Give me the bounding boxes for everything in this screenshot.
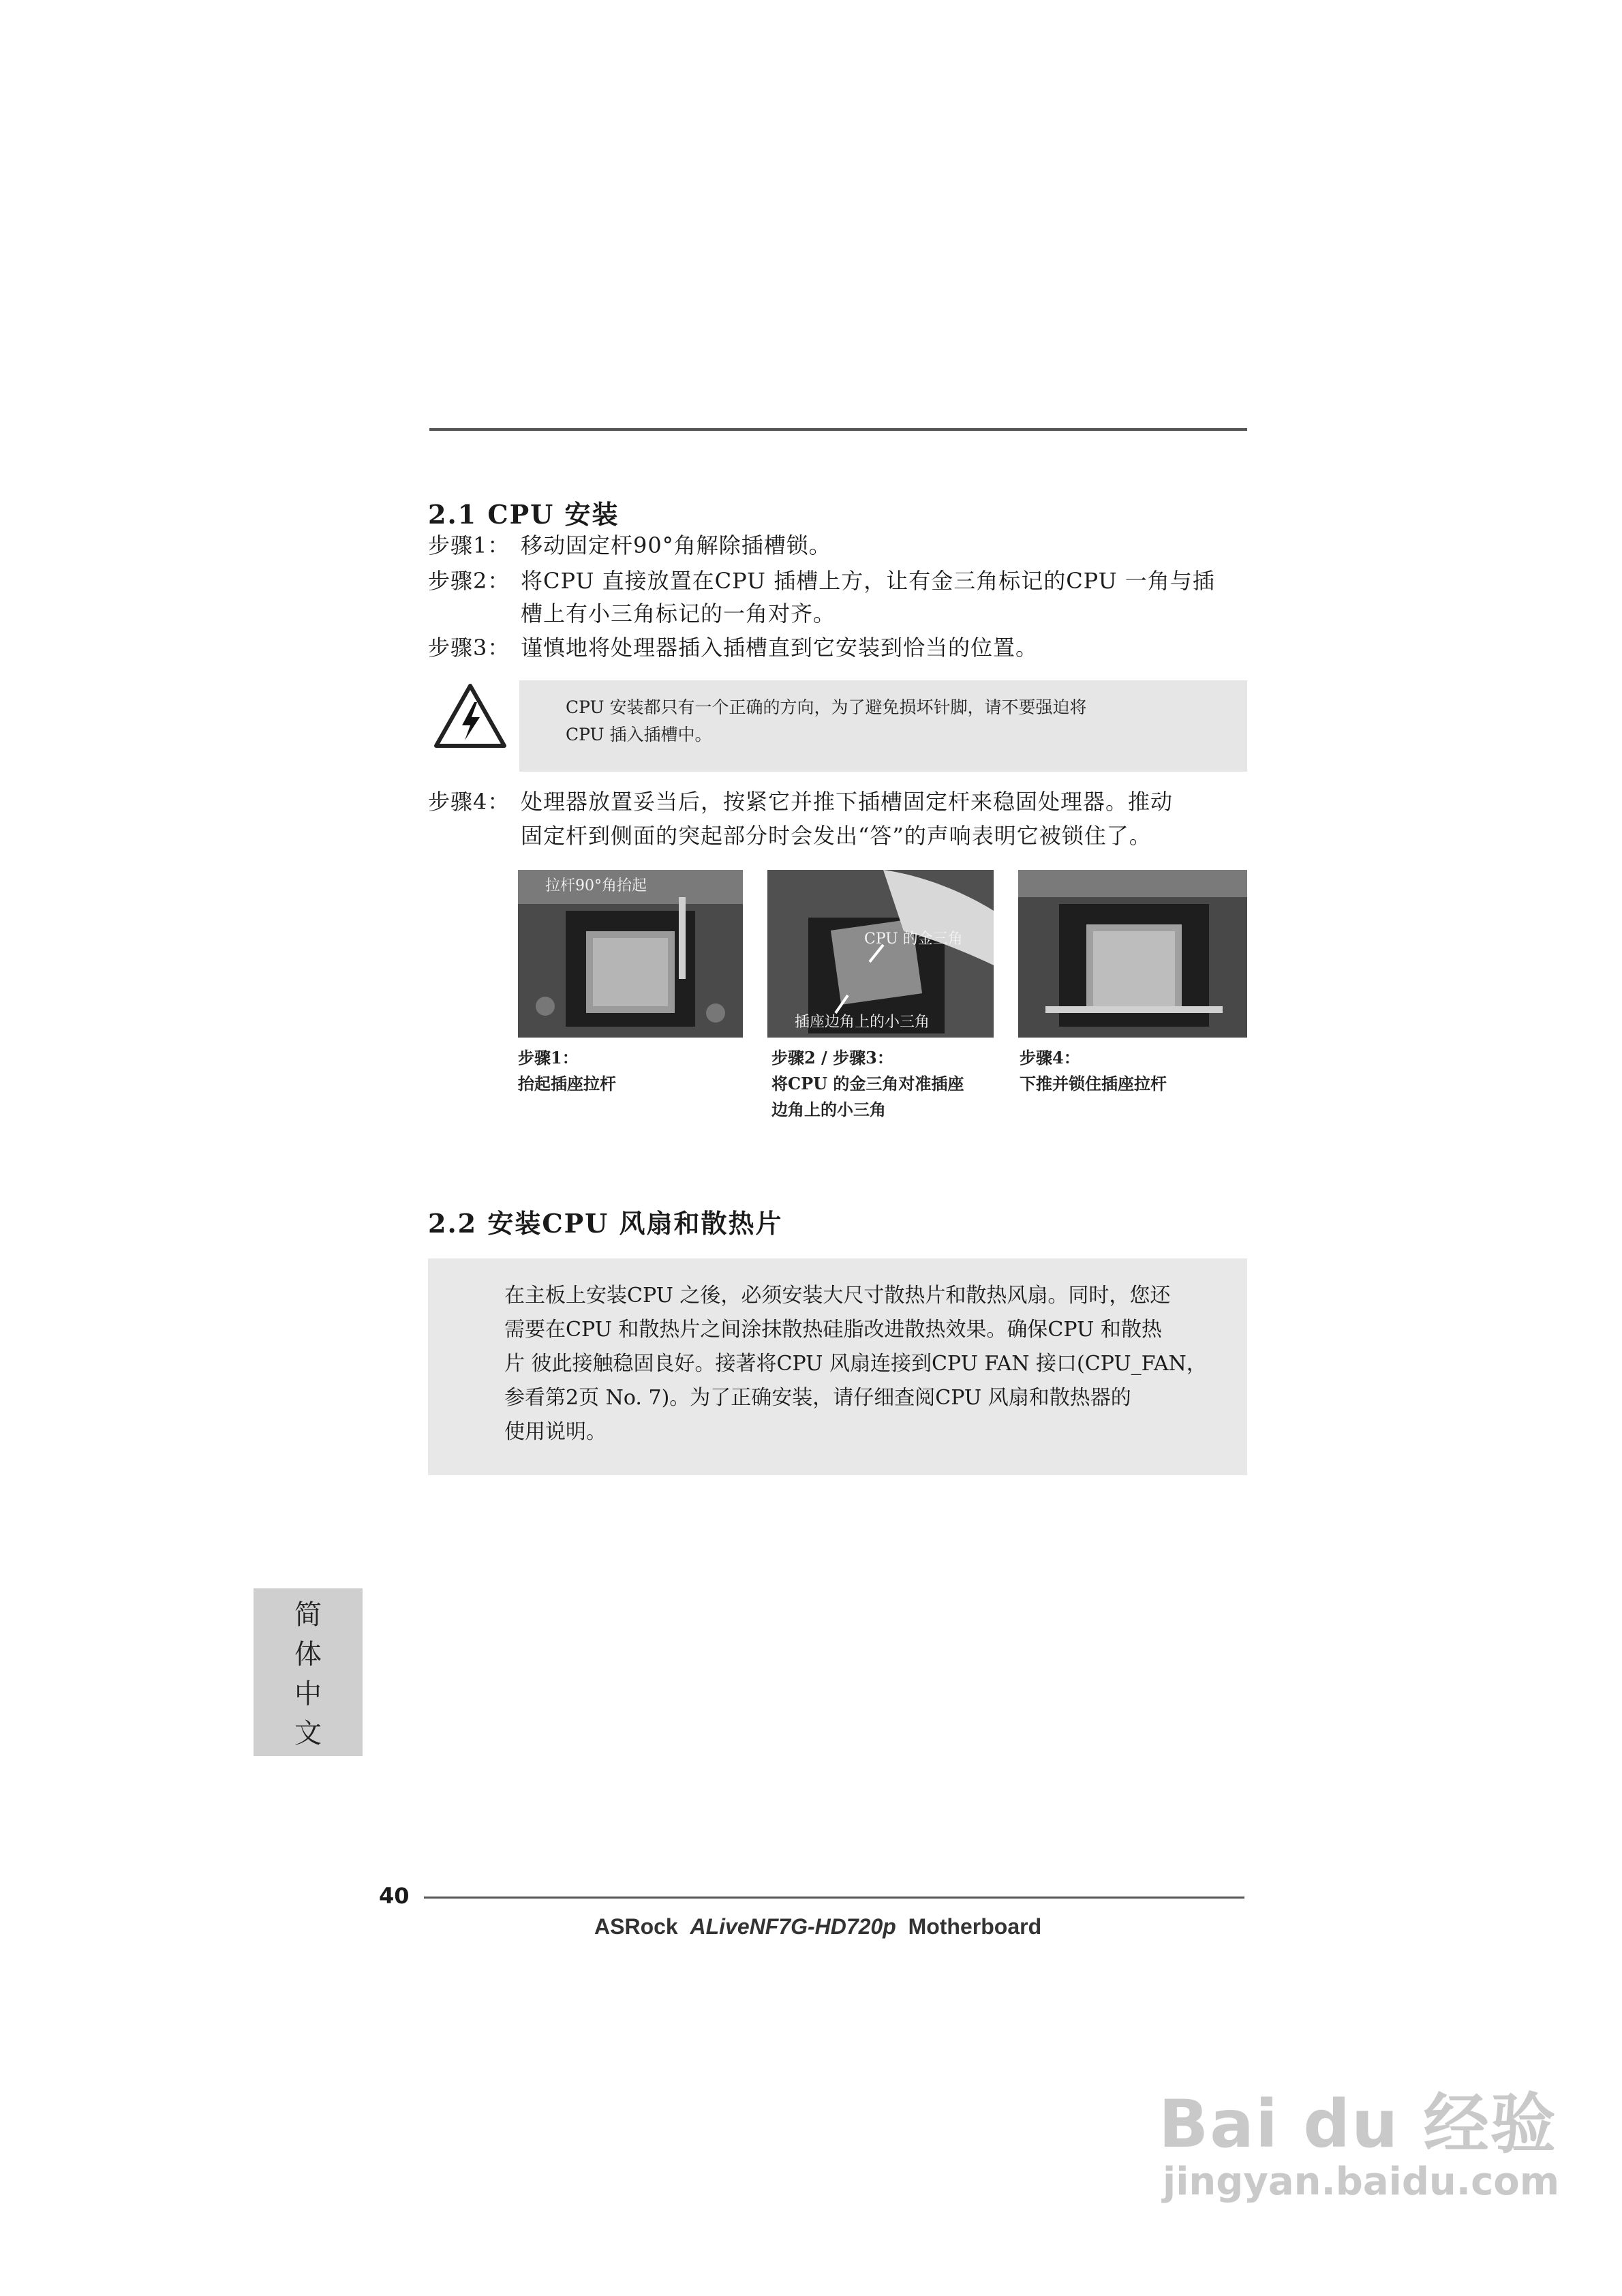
step-4-cont [428, 819, 1152, 852]
warning-note-line-2: CPU 插入插槽中。 [566, 725, 712, 744]
step-1 [428, 529, 831, 562]
photo-overlay-label: CPU 的金三角 [864, 931, 963, 948]
step-label: 步骤2： [428, 568, 510, 594]
fan-install-line-5: 使用说明。 [504, 1420, 607, 1444]
photo-caption-2-text-2: 边角上的小三角 [771, 1100, 886, 1119]
step-label: 步骤4： [428, 789, 510, 815]
step-2-cont [428, 597, 836, 630]
step-label: 步骤1： [428, 532, 510, 558]
photo-step-2-3 [767, 870, 994, 1038]
step-text: 将CPU 直接放置在CPU 插槽上方，让有金三角标记的CPU 一角与插 [521, 568, 1215, 594]
fan-install-line-3: 片 彼此接触稳固良好。接著将CPU 风扇连接到CPU FAN 接口(CPU_FAN， [504, 1352, 1207, 1376]
language-tab-char: 简 [294, 1599, 322, 1631]
footer-suffix: Motherboard [908, 1914, 1042, 1939]
section-heading-cpu-install: 2.1 CPU 安装 [428, 499, 619, 530]
baidu-watermark-url: jingyan.baidu.com [1163, 2160, 1560, 2204]
photo-overlay-label: 拉杆90°角抬起 [545, 877, 647, 894]
photo-step-4 [1018, 870, 1247, 1038]
step-text: 处理器放置妥当后，按紧它并推下插槽固定杆来稳固处理器。推动 [521, 789, 1174, 815]
photo-caption-2-text: 将CPU 的金三角对准插座 [771, 1074, 964, 1093]
photo-caption-3-title: 步骤4： [1020, 1048, 1080, 1068]
socket-illustration [1018, 870, 1247, 1038]
step-4 [428, 785, 1173, 818]
language-tab-char: 中 [294, 1678, 322, 1710]
language-tab-char: 体 [294, 1639, 322, 1670]
section-heading-fan-heatsink: 2.2 安装CPU 风扇和散热片 [428, 1208, 783, 1239]
photo-caption-1-text: 抬起插座拉杆 [518, 1074, 616, 1093]
step-text: 固定杆到侧面的突起部分时会发出“答”的声响表明它被锁住了。 [521, 823, 1152, 849]
photo-step-1 [518, 870, 743, 1038]
footer-product-name [594, 1914, 1041, 1939]
step-text: 槽上有小三角标记的一角对齐。 [521, 601, 836, 626]
baidu-watermark-logo: Bai du 经验 [1159, 2086, 1557, 2162]
language-tab-char: 文 [294, 1718, 322, 1749]
step-2 [428, 564, 1215, 597]
footer-brand: ASRock [594, 1914, 678, 1939]
step-label: 步骤3： [428, 635, 510, 661]
photo-caption-1-title: 步骤1： [518, 1048, 579, 1068]
step-text: 移动固定杆90°角解除插槽锁。 [521, 532, 831, 558]
fan-install-line-1: 在主板上安装CPU 之後，必须安装大尺寸散热片和散热风扇。同时，您还 [504, 1284, 1171, 1308]
fan-install-line-4: 参看第2页 No. 7)。为了正确安装，请仔细查阅CPU 风扇和散热器的 [504, 1386, 1131, 1410]
photo-overlay-label-2: 插座边角上的小三角 [795, 1014, 930, 1031]
photo-caption-3-text: 下推并锁住插座拉杆 [1020, 1074, 1167, 1093]
warning-icon [433, 682, 507, 750]
page-number: 40 [379, 1883, 410, 1909]
photo-caption-2-title: 步骤2 / 步骤3： [771, 1048, 893, 1068]
footer-rule [424, 1897, 1244, 1899]
step-3 [428, 631, 1038, 664]
fan-install-line-2: 需要在CPU 和散热片之间涂抹散热硅脂改进散热效果。确保CPU 和散热 [504, 1318, 1162, 1342]
warning-note-line-1: CPU 安装都只有一个正确的方向，为了避免损坏针脚，请不要强迫将 [566, 697, 1087, 717]
header-rule [429, 428, 1247, 431]
footer-model: ALiveNF7G-HD720p [690, 1914, 896, 1939]
step-text: 谨慎地将处理器插入插槽直到它安装到恰当的位置。 [521, 635, 1039, 661]
